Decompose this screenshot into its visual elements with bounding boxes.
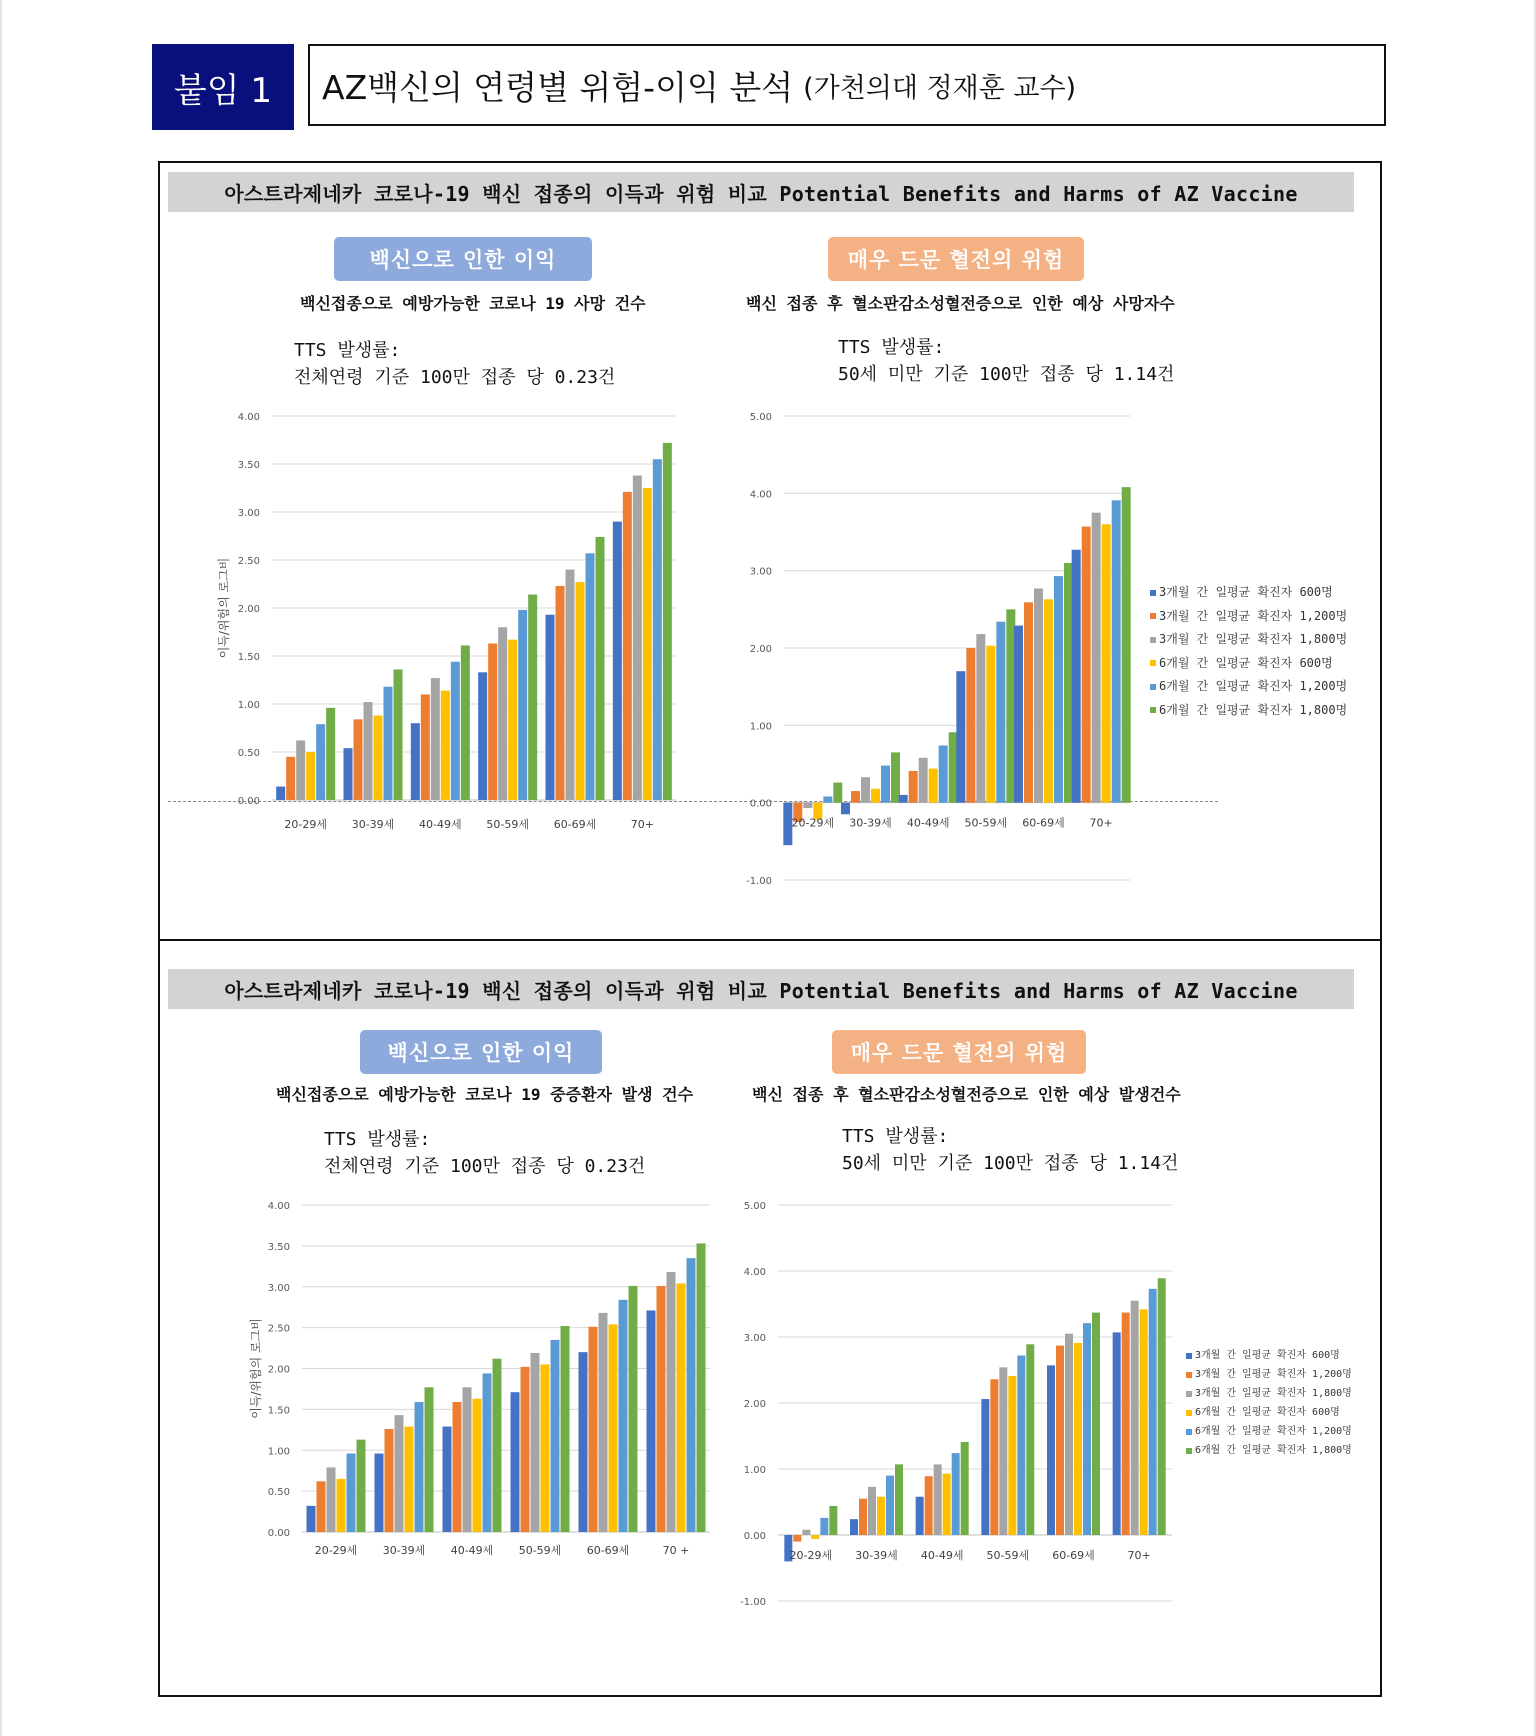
legend-label: 6개월 간 일평균 확진자 1,200명: [1159, 679, 1348, 693]
bar: [925, 1476, 933, 1535]
risk-chart-deaths: [742, 410, 1302, 890]
bar: [316, 724, 325, 800]
benefit-caption: 백신접종으로 예방가능한 코로나 19 중증환자 발생 건수: [276, 1085, 694, 1104]
bar: [949, 732, 958, 802]
tts-rate-label: TTS 발생률:: [838, 337, 945, 358]
category-label: 60-69세: [586, 1544, 630, 1557]
benefit-caption: 백신접종으로 예방가능한 코로나 19 사망 건수: [300, 294, 646, 313]
bar: [493, 1359, 502, 1532]
bar: [999, 1367, 1007, 1535]
tts-rate-label: TTS 발생률:: [294, 340, 401, 361]
bar: [286, 757, 295, 800]
y-tick-label: 1.00: [267, 1446, 290, 1458]
category-label: 50-59세: [518, 1544, 562, 1557]
category-label: 50-59세: [964, 816, 1008, 830]
y-tick-label: 0.50: [237, 748, 260, 759]
bar: [687, 1258, 696, 1532]
bar: [919, 758, 928, 803]
bar: [961, 1442, 969, 1535]
y-tick-label: 0.00: [237, 796, 260, 807]
bar: [677, 1283, 686, 1532]
bar: [663, 443, 672, 800]
tts-rate-value: 전체연령 기준 100만 접종 당 0.23건: [324, 1156, 646, 1177]
risk-caption: 백신 접종 후 혈소판감소성혈전증으로 인한 예상 사망자수: [746, 294, 1175, 313]
bar: [586, 553, 595, 800]
bar: [1112, 500, 1121, 802]
bar: [1034, 588, 1043, 802]
y-tick-label: 4.00: [749, 489, 772, 501]
y-tick-label: 4.00: [237, 412, 260, 423]
bar: [508, 640, 517, 800]
bar: [385, 1429, 394, 1532]
bar: [596, 537, 605, 800]
bar: [868, 1487, 876, 1535]
category-label: 50-59세: [486, 818, 529, 831]
bar: [934, 1464, 942, 1535]
bar: [1131, 1301, 1139, 1535]
y-tick-label: 3.00: [237, 508, 260, 519]
benefit-label: 백신으로 인한 이익: [334, 237, 592, 281]
bar: [337, 1479, 346, 1532]
bar: [1082, 527, 1091, 803]
category-label: 20-29세: [284, 818, 327, 831]
bar: [374, 716, 383, 800]
bar: [613, 522, 622, 800]
bar: [1072, 550, 1081, 803]
y-tick-label: 3.00: [267, 1282, 290, 1294]
y-tick-label: 2.50: [267, 1323, 290, 1335]
bar: [643, 488, 652, 800]
bar: [395, 1415, 404, 1532]
bar: [327, 1467, 336, 1532]
y-tick-label: 0.00: [749, 798, 772, 810]
legend-label: 3개월 간 일평균 확진자 1,800명: [1195, 1388, 1352, 1399]
y-tick-label: 2.00: [749, 644, 772, 655]
panel-heading: 아스트라제네카 코로나-19 백신 접종의 이득과 위험 비교 Potential Benefits and Harms of AZ Vaccine: [168, 172, 1354, 212]
bar: [589, 1327, 598, 1532]
bar: [829, 1506, 837, 1535]
y-axis-title: 이득/위험의 로그비: [249, 1318, 263, 1419]
bar: [811, 1535, 819, 1539]
bar: [986, 646, 995, 803]
tts-rate-value: 50세 미만 기준 100만 접종 당 1.14건: [838, 364, 1175, 385]
bar: [891, 752, 900, 802]
bar: [633, 476, 642, 800]
bar: [478, 672, 487, 800]
bar: [981, 1399, 989, 1535]
y-tick-label: 0.00: [267, 1528, 290, 1539]
bar: [488, 644, 497, 800]
tts-rate-value: 50세 미만 기준 100만 접종 당 1.14건: [842, 1153, 1179, 1174]
attachment-tag: 붙임 1: [152, 44, 294, 130]
bar: [1074, 1343, 1082, 1535]
bar: [899, 795, 908, 803]
bar: [425, 1387, 434, 1532]
bar: [541, 1364, 550, 1532]
bar: [1149, 1289, 1157, 1535]
bar: [851, 791, 860, 803]
y-tick-label: 1.50: [267, 1405, 290, 1417]
y-tick-label: 2.50: [237, 556, 260, 567]
category-label: 50-59세: [986, 1549, 1030, 1562]
risk-label: 매우 드문 혈전의 위험: [828, 237, 1084, 281]
y-tick-label: 4.00: [743, 1267, 766, 1278]
document-subtitle: (가천의대 정재훈 교수): [803, 72, 1077, 104]
bar: [441, 691, 450, 800]
bar: [1140, 1309, 1148, 1535]
bar: [411, 723, 420, 800]
bar: [405, 1427, 414, 1532]
category-label: 30-39세: [849, 816, 892, 830]
bar: [528, 595, 537, 800]
bar: [1113, 1332, 1121, 1535]
bar: [1044, 599, 1053, 802]
benefit-chart-severe-cases: [242, 1190, 742, 1570]
category-label: 30-39세: [351, 818, 395, 831]
bar: [859, 1499, 867, 1535]
bar: [347, 1454, 356, 1532]
tts-rate-under-50: [838, 334, 1174, 388]
bar: [451, 662, 460, 800]
bar: [276, 787, 285, 800]
bar: [326, 708, 335, 800]
bar: [1122, 487, 1131, 803]
bar: [956, 671, 965, 802]
bar: [895, 1464, 903, 1535]
bar: [561, 1326, 570, 1532]
y-tick-label: 3.00: [743, 1333, 766, 1344]
bar: [473, 1399, 482, 1532]
category-label: 70+: [1127, 1549, 1151, 1562]
panel-heading: 아스트라제네카 코로나-19 백신 접종의 이득과 위험 비교 Potential Benefits and Harms of AZ Vaccine: [168, 969, 1354, 1009]
category-label: 60-69세: [1022, 816, 1065, 830]
bar: [1092, 1313, 1100, 1535]
legend-label: 6개월 간 일평균 확진자 1,800명: [1159, 702, 1348, 717]
bar: [296, 740, 305, 800]
bar: [996, 622, 1005, 803]
bar: [871, 789, 880, 803]
category-label: 60-69세: [1052, 1549, 1095, 1562]
bar: [453, 1402, 462, 1532]
bar: [820, 1518, 828, 1535]
bar: [1122, 1313, 1130, 1535]
tts-rate-label: TTS 발생률:: [324, 1129, 431, 1150]
bar: [619, 1300, 628, 1532]
bar: [1054, 576, 1063, 803]
bar: [802, 1530, 810, 1535]
y-tick-label: 1.00: [743, 1465, 766, 1476]
legend-label: 3개월 간 일평균 확진자 1,200명: [1195, 1369, 1352, 1380]
bar: [793, 1535, 801, 1542]
bar: [461, 645, 470, 800]
category-label: 40-49세: [920, 1549, 964, 1562]
bar: [881, 766, 890, 803]
legend-label: 6개월 간 일평균 확진자 1,200명: [1195, 1426, 1352, 1437]
tts-rate-value: 전체연령 기준 100만 접종 당 0.23건: [294, 367, 616, 388]
bar: [394, 669, 403, 800]
y-tick-label: 3.50: [267, 1241, 290, 1253]
y-tick-label: 1.50: [237, 652, 260, 663]
benefit-chart-deaths: [217, 410, 702, 890]
legend-label: 6개월 간 일평균 확진자 600명: [1195, 1407, 1340, 1418]
bar: [306, 752, 315, 800]
y-tick-label: 1.00: [237, 700, 260, 711]
bar: [909, 771, 918, 803]
benefit-label: 백신으로 인한 이익: [360, 1030, 602, 1074]
category-label: 40-49세: [450, 1544, 494, 1557]
bar: [803, 803, 812, 808]
bar: [344, 748, 353, 800]
bar: [566, 570, 575, 800]
bar: [1065, 1334, 1073, 1535]
bar: [579, 1352, 588, 1532]
bar: [531, 1353, 540, 1532]
bar: [823, 796, 832, 802]
y-tick-label: 5.00: [749, 412, 772, 423]
y-axis-title: 이득/위험의 로그비: [217, 557, 231, 659]
bar: [421, 694, 430, 800]
bar: [850, 1519, 858, 1535]
bar: [952, 1453, 960, 1535]
bar: [483, 1373, 492, 1532]
bar: [1102, 524, 1111, 802]
y-tick-label: 4.00: [267, 1201, 290, 1212]
bar: [463, 1387, 472, 1532]
bar: [551, 1340, 560, 1532]
bar: [364, 702, 373, 800]
y-tick-label: 3.00: [749, 566, 772, 578]
bar: [1056, 1346, 1064, 1535]
category-label: 70+: [1089, 816, 1113, 830]
bar: [841, 803, 850, 815]
risk-chart-severe-cases: [742, 1190, 1242, 1630]
bar: [990, 1379, 998, 1535]
bar: [375, 1454, 384, 1532]
category-label: 30-39세: [382, 1544, 426, 1557]
bar: [1083, 1323, 1091, 1535]
bar: [629, 1286, 638, 1532]
bar: [1158, 1278, 1166, 1535]
bar: [657, 1286, 666, 1532]
bar: [653, 459, 662, 800]
bar: [939, 745, 948, 802]
bar: [1008, 1376, 1016, 1535]
bar: [518, 610, 527, 800]
y-tick-label: -1.00: [746, 876, 772, 887]
bar: [431, 678, 440, 800]
bar: [916, 1497, 924, 1535]
bar: [357, 1440, 366, 1532]
legend-label: 3개월 간 일평균 확진자 600명: [1195, 1350, 1340, 1361]
legend-label: 3개월 간 일평균 확진자 1,800명: [1159, 632, 1348, 646]
bar: [521, 1367, 530, 1532]
bar: [1006, 609, 1015, 802]
bar: [833, 783, 842, 803]
bar: [546, 615, 555, 800]
bar: [1064, 563, 1073, 803]
tts-rate-all-ages: [324, 1126, 645, 1180]
risk-label: 매우 드문 혈전의 위험: [832, 1030, 1086, 1074]
bar: [886, 1476, 894, 1535]
document-title-box: [308, 44, 1386, 126]
bar: [415, 1402, 424, 1532]
tts-rate-all-ages: [294, 337, 615, 391]
legend-label: 3개월 간 일평균 확진자 1,200명: [1159, 608, 1348, 623]
legend-label: 6개월 간 일평균 확진자 1,800명: [1195, 1445, 1352, 1456]
bar: [1047, 1365, 1055, 1535]
bar: [317, 1481, 326, 1532]
bar: [929, 769, 938, 803]
bar: [1024, 602, 1033, 802]
bar: [384, 687, 393, 800]
bar: [623, 492, 632, 800]
bar: [599, 1313, 608, 1532]
y-tick-label: 2.00: [267, 1364, 290, 1376]
legend-label: 6개월 간 일평균 확진자 600명: [1159, 655, 1333, 670]
document-title: AZ백신의 연령별 위험-이익 분석: [322, 67, 794, 107]
category-label: 20-29세: [314, 1544, 358, 1557]
category-label: 60-69세: [553, 818, 597, 831]
bar: [307, 1506, 316, 1532]
bar: [667, 1272, 676, 1532]
bar: [354, 719, 363, 800]
y-tick-label: 3.50: [237, 460, 260, 471]
bar: [1014, 626, 1023, 803]
bar: [861, 777, 870, 803]
category-label: 40-49세: [419, 818, 462, 831]
bar: [609, 1324, 618, 1532]
tts-rate-label: TTS 발생률:: [842, 1126, 949, 1147]
bar: [1092, 513, 1101, 803]
y-tick-label: 0.00: [743, 1531, 766, 1542]
tts-rate-under-50: [842, 1123, 1178, 1177]
y-tick-label: 0.50: [267, 1487, 290, 1499]
bar: [498, 627, 507, 800]
category-label: 30-39세: [855, 1549, 898, 1562]
bar: [647, 1310, 656, 1532]
bar: [511, 1392, 520, 1532]
bar: [576, 582, 585, 800]
category-label: 40-49세: [906, 816, 950, 830]
bar: [556, 586, 565, 800]
bar: [976, 634, 985, 803]
y-tick-label: 2.00: [743, 1399, 766, 1410]
y-tick-label: 1.00: [749, 721, 772, 733]
bar: [877, 1497, 885, 1535]
bar: [966, 648, 975, 803]
y-tick-label: -1.00: [740, 1597, 766, 1608]
bar: [943, 1474, 951, 1535]
risk-caption: 백신 접종 후 혈소판감소성혈전증으로 인한 예상 발생건수: [752, 1085, 1181, 1104]
category-label: 20-29세: [791, 816, 835, 830]
category-label: 70+: [630, 818, 654, 831]
bar: [1017, 1355, 1025, 1535]
bar: [443, 1427, 452, 1532]
legend-label: 3개월 간 일평균 확진자 600명: [1159, 585, 1333, 599]
bar: [1026, 1344, 1034, 1535]
bar: [697, 1243, 706, 1532]
y-tick-label: 5.00: [743, 1201, 766, 1212]
category-label: 70 +: [662, 1544, 690, 1557]
category-label: 20-29세: [789, 1549, 833, 1562]
y-tick-label: 2.00: [237, 604, 260, 615]
